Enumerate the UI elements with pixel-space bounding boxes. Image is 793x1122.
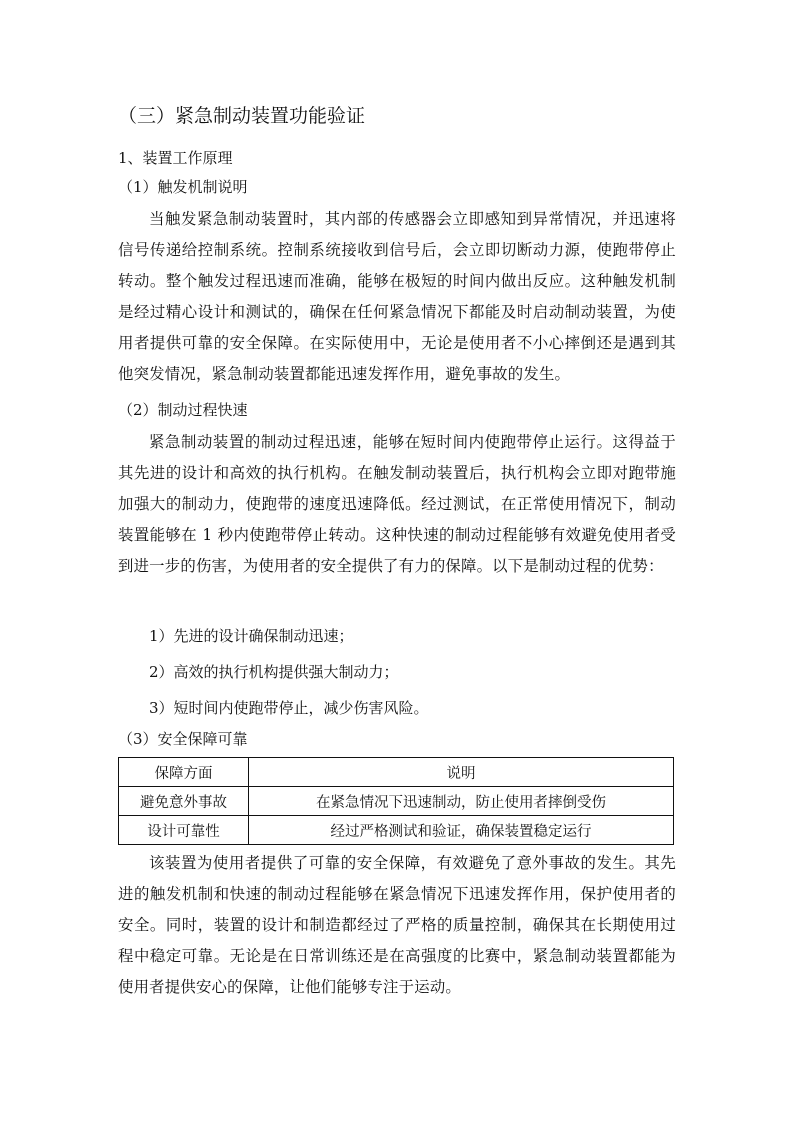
heading-working-principle: 1、装置工作原理 — [118, 149, 233, 167]
table-cell: 在紧急情况下迅速制动，防止使用者摔倒受伤 — [249, 787, 674, 816]
paragraph-trigger-mechanism: 当触发紧急制动装置时，其内部的传感器会立即感知到异常情况，并迅速将信号传递给控制系统。控制系统接收到信号后，会立即切断动力源，使跑带停止转动。整个触发过程迅速而准确，能够在极短的时间内做出反应。这种触发机制是经过精心设计和测试的，确保在任何紧急情况下都能及时启动制动装置，为使用者提供可靠的安全保障。在实际使用中，无论是使用者不小心摔倒还是遇到其他突发情况，紧急制动装置都能迅速发挥作用，避免事故的发生。 — [118, 210, 676, 383]
list-item: 1）先进的设计确保制动迅速； — [149, 627, 354, 645]
paragraph-braking-process: 紧急制动装置的制动过程迅速，能够在短时间内使跑带停止运行。这得益于其先进的设计和高效的执行机构。在触发制动装置后，执行机构会立即对跑带施加强大的制动力，使跑带的速度迅速降低。经过测试，在正常使用情况下，制动装置能够在 1 秒内使跑带停止转动。这种快速的制动过程能够有效避免使用者受到进一步的伤害，为使用者的安全提供了有力的保障。以下是制动过程的优势： — [118, 433, 676, 575]
table-header-row — [119, 758, 674, 787]
table-cell: 经过严格测试和验证，确保装置稳定运行 — [249, 816, 674, 845]
list-item: 3）短时间内使跑带停止，减少伤害风险。 — [149, 699, 429, 717]
paragraph-safety-summary: 该装置为使用者提供了可靠的安全保障，有效避免了意外事故的发生。其先进的触发机制和快速的制动过程能够在紧急情况下迅速发挥作用，保护使用者的安全。同时，装置的设计和制造都经过了严格的质量控制，确保其在长期使用过程中稳定可靠。无论是在日常训练还是在高强度的比赛中，紧急制动装置都能为使用者提供安心的保障，让他们能够专注于运动。 — [118, 854, 676, 996]
table-header-cell: 说明 — [249, 758, 674, 787]
subheading-safety-guarantee: （3）安全保障可靠 — [118, 730, 248, 748]
subheading-braking-process: （2）制动过程快速 — [118, 401, 248, 419]
safety-table — [118, 757, 674, 845]
section-title: （三）紧急制动装置功能验证 — [118, 105, 366, 127]
subheading-trigger-mechanism: （1）触发机制说明 — [118, 178, 248, 196]
table-row — [119, 816, 674, 845]
table-row — [119, 787, 674, 816]
table-cell: 设计可靠性 — [119, 816, 249, 845]
advantages-list — [149, 618, 429, 726]
table-header-cell: 保障方面 — [119, 758, 249, 787]
list-item: 2）高效的执行机构提供强大制动力； — [149, 663, 399, 681]
table-cell: 避免意外事故 — [119, 787, 249, 816]
